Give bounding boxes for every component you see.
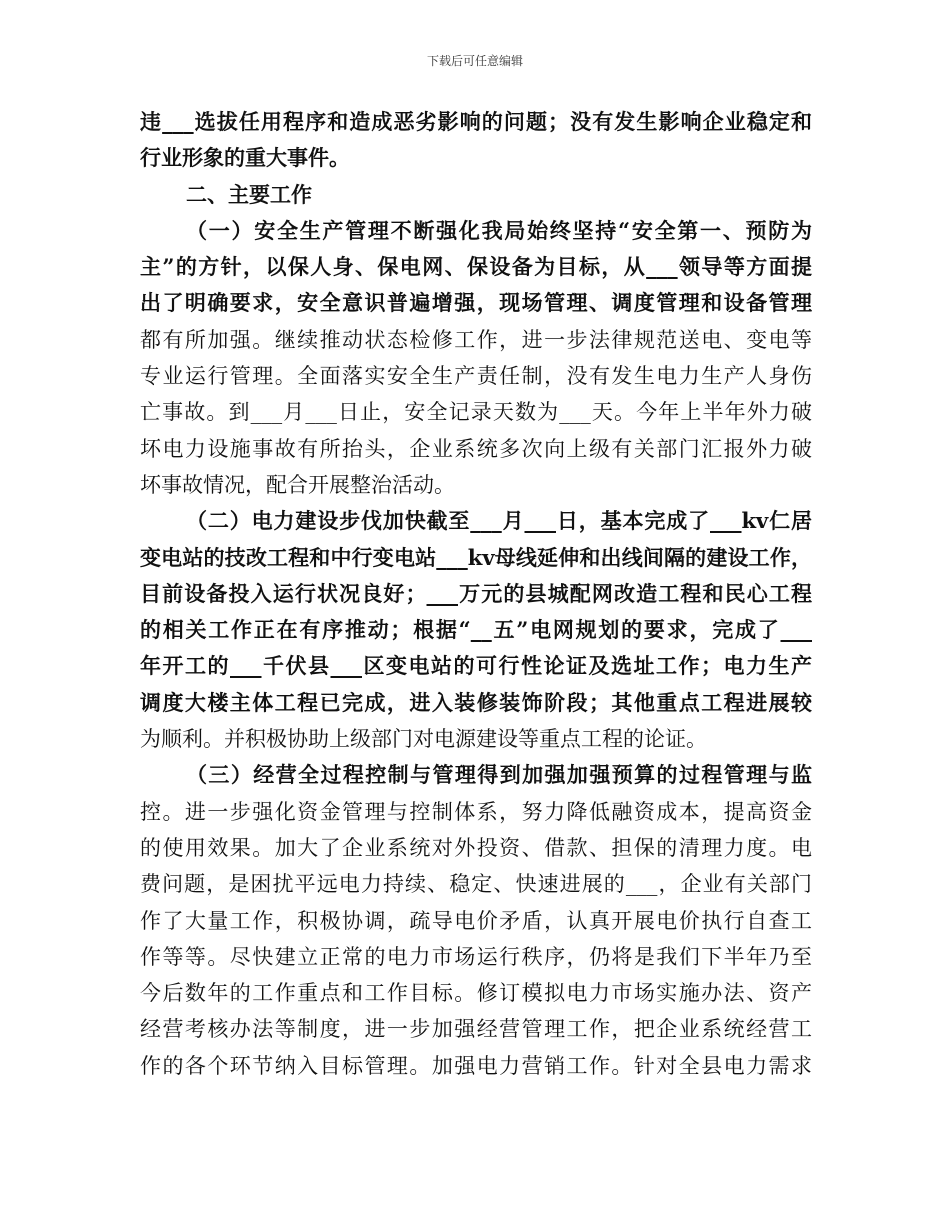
text-line: 作等等。尽快建立正常的电力市场运行秩序，仍将是我们下半年乃至 bbox=[140, 944, 812, 969]
document-body bbox=[140, 104, 812, 1084]
text-line: 的使用效果。加大了企业系统对外投资、借款、担保的清理力度。电 bbox=[140, 835, 812, 860]
text-line: （三）经营全过程控制与管理得到加强加强预算的过程管理与监 bbox=[186, 762, 812, 788]
text-line: 坏事故情况，配合开展整治活动。 bbox=[140, 472, 455, 497]
text-line: 专业运行管理。全面落实安全生产责任制，没有发生电力生产人身伤 bbox=[140, 364, 812, 389]
text-line: 为顺利。并积极协助上级部门对电源建设等重点工程的论证。 bbox=[140, 727, 707, 752]
text-line: 今后数年的工作重点和工作目标。修订模拟电力市场实施办法、资产 bbox=[140, 981, 812, 1006]
text-line: 控。进一步强化资金管理与控制体系，努力降低融资成本，提高资金 bbox=[140, 799, 812, 824]
text-line: 费问题，是困扰平远电力持续、稳定、快速进展的___，企业有关部门 bbox=[140, 872, 812, 897]
text-line: 年开工的___千伏县___区变电站的可行性论证及选址工作；电力生产 bbox=[140, 653, 812, 679]
text-line: 坏电力设施事故有所抬头，企业系统多次向上级有关部门汇报外力破 bbox=[140, 436, 812, 461]
text-line: 行业形象的重大事件。 bbox=[140, 145, 350, 171]
text-line: 出了明确要求，安全意识普遍增强，现场管理、调度管理和设备管理 bbox=[140, 290, 812, 316]
text-line: 都有所加强。继续推动状态检修工作，进一步法律规范送电、变电等 bbox=[140, 327, 812, 352]
text-line: 作的各个环节纳入目标管理。加强电力营销工作。针对全县电力需求 bbox=[140, 1053, 812, 1078]
text-line: 目前设备投入运行状况良好；___万元的县城配网改造工程和民心工程 bbox=[140, 580, 812, 606]
page-header: 下载后可任意编辑 bbox=[426, 54, 523, 68]
section-heading: 二、主要工作 bbox=[186, 181, 312, 207]
text-line: 亡事故。到___月___日止，安全记录天数为___天。今年上半年外力破 bbox=[140, 400, 812, 425]
text-line: 变电站的技改工程和中行变电站___kv母线延伸和出线间隔的建设工作， bbox=[140, 544, 812, 570]
text-line: 作了大量工作，积极协调，疏导电价矛盾，认真开展电价执行自查工 bbox=[140, 908, 812, 933]
text-line: 经营考核办法等制度，进一步加强经营管理工作，把企业系统经营工 bbox=[140, 1017, 812, 1042]
text-line: 主”的方针，以保人身、保电网、保设备为目标，从___领导等方面提 bbox=[140, 254, 812, 280]
text-line: 违___选拔任用程序和造成恶劣影响的问题；没有发生影响企业稳定和 bbox=[140, 109, 812, 134]
text-line: （一）安全生产管理不断强化我局始终坚持“安全第一、预防为 bbox=[186, 217, 812, 243]
text-line: 调度大楼主体工程已完成，进入装修装饰阶段；其他重点工程进展较 bbox=[140, 689, 812, 715]
text-line: （二）电力建设步伐加快截至___月___日，基本完成了___kv仁居 bbox=[186, 508, 812, 534]
text-line: 的相关工作正在有序推动；根据“__五”电网规划的要求，完成了___ bbox=[140, 617, 812, 643]
